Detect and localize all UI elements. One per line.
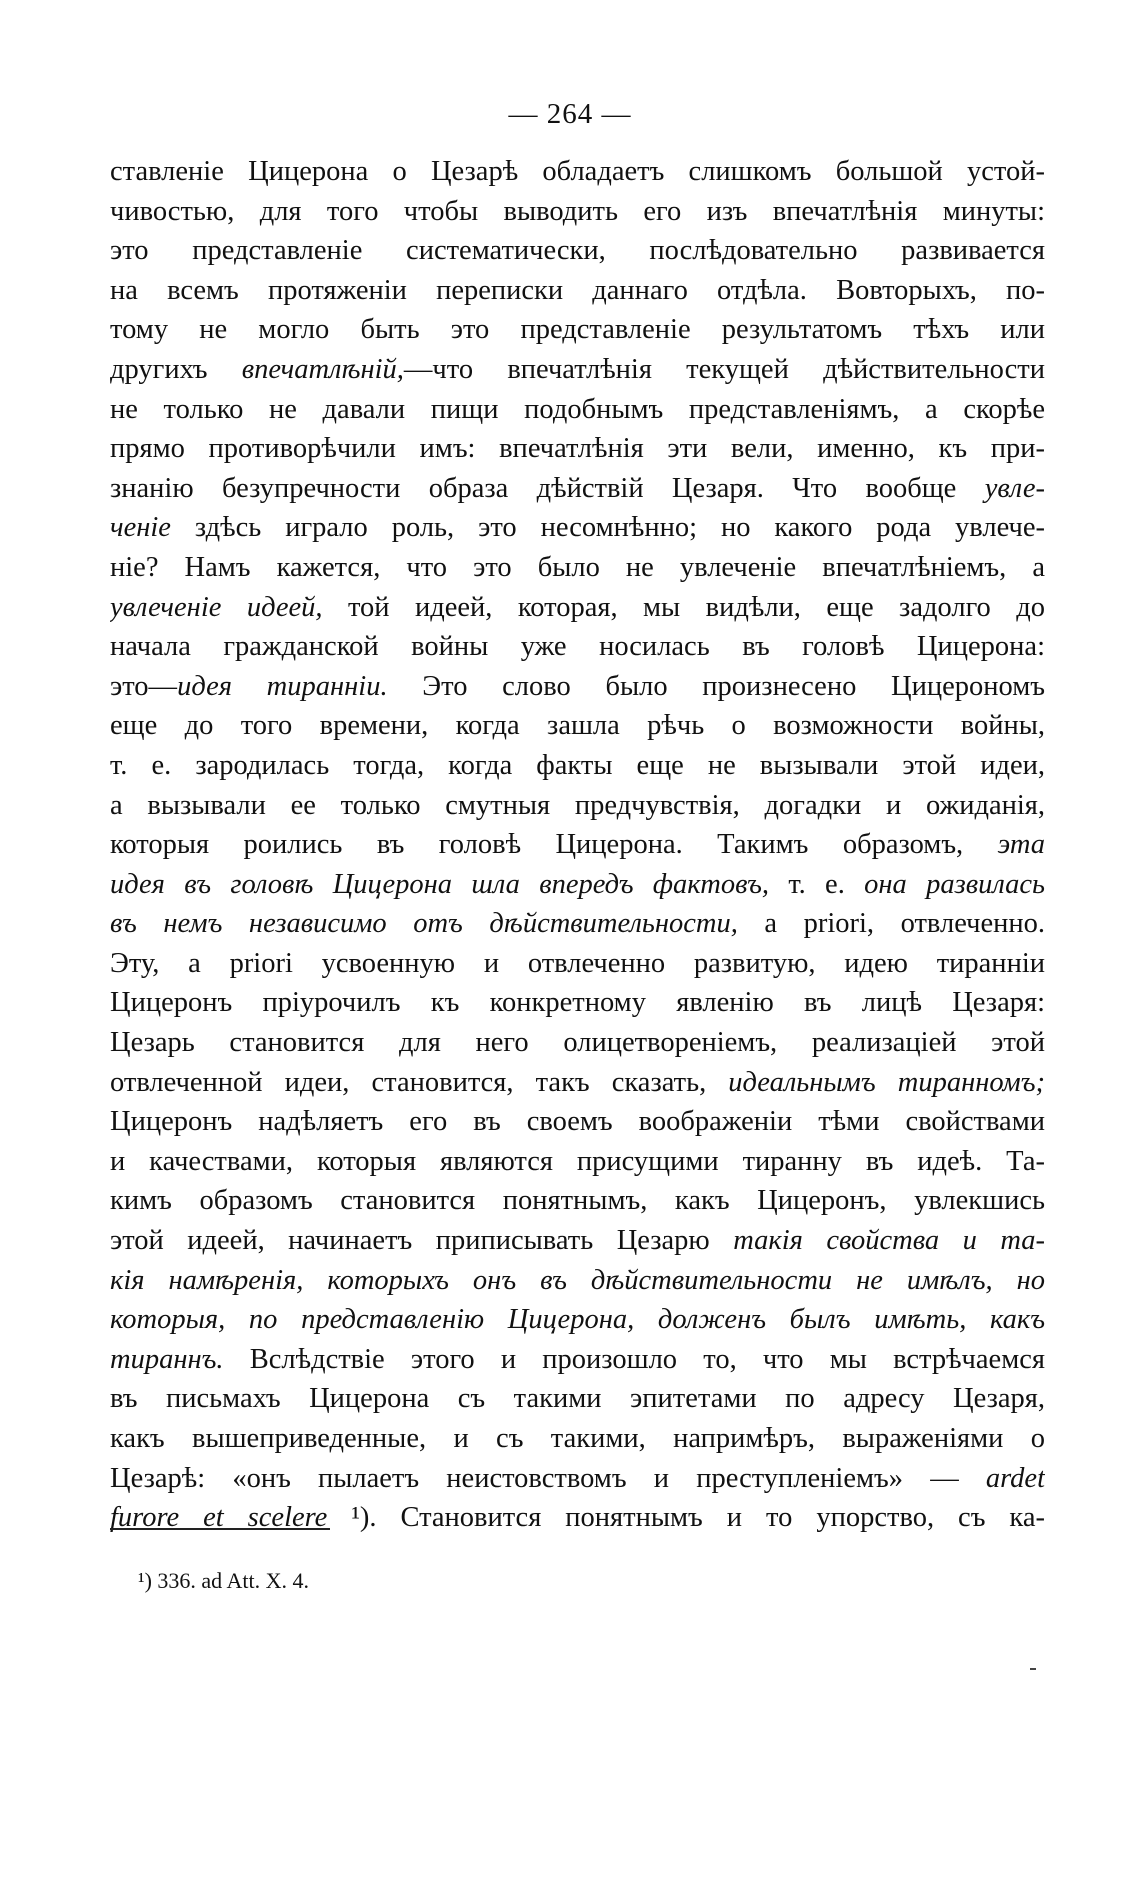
footnote-marker: ¹) [138, 1568, 152, 1593]
text-line [110, 508, 1045, 548]
text-line [110, 865, 1045, 905]
italic-segment: furore et scelere [110, 1502, 328, 1534]
text-segment: отвлеченной идеи, становится, такъ сказать, [110, 1066, 729, 1098]
italic-segment: которыхъ онъ въ дѣйствительности не имѣлъ, но [327, 1264, 1045, 1296]
italic-segment: впечатлѣній, [241, 353, 404, 385]
text-line [110, 152, 1045, 192]
text-line [110, 390, 1045, 430]
text-line [110, 1142, 1045, 1182]
text-segment: т. е. зародилась тогда, когда факты еще не вызывали этой идеи, [110, 749, 1045, 781]
text-segment: Цезарѣ: «онъ пылаетъ неистовствомъ и преступленіемъ» — [110, 1462, 986, 1494]
text-line [110, 944, 1045, 984]
text-segment: какъ вышеприведенные, и съ такими, напримѣръ, выраженіями о [110, 1423, 1045, 1454]
text-segment: чивостью, для того чтобы выводить его изъ впечатлѣнія минуты: [110, 195, 1045, 227]
text-segment: другихъ [110, 353, 242, 385]
text-segment: тому не могло быть это представленіе результатомъ тѣхъ или [110, 314, 1045, 346]
text-line [110, 667, 1045, 707]
text-line [110, 310, 1045, 350]
text-segment: ніе? Намъ кажется, что это было не увлеченіе впечатлѣніемъ, а [110, 551, 1045, 583]
italic-segment: кія намѣренія, [110, 1264, 304, 1296]
text-segment: это представленіе систематически, послѣдовательно развивается [110, 235, 1045, 267]
text-line [110, 627, 1045, 667]
text-line [110, 1340, 1045, 1380]
text-segment: начала гражданской войны уже носилась въ головѣ Цицерона: [110, 631, 1045, 663]
italic-segment: тираннъ. [110, 1343, 224, 1375]
text-segment: которыя роились въ головѣ Цицерона. Такимъ образомъ, [110, 829, 998, 861]
text-line [110, 786, 1045, 826]
body-text [110, 152, 1045, 1538]
text-segment: той идеей, которая, мы видѣли, еще задолго до [322, 591, 1045, 623]
text-line [110, 271, 1045, 311]
text-line [110, 904, 1045, 944]
page-number: — 264 — [508, 98, 632, 130]
text-line [110, 350, 1045, 390]
text-line [110, 1498, 1045, 1538]
text-line [110, 469, 1045, 509]
text-segment [303, 1265, 327, 1296]
text-line [110, 1300, 1045, 1340]
footnote-text: 336. ad Att. X. 4. [151, 1568, 309, 1593]
text-line [110, 192, 1045, 232]
text-segment: на всемъ протяженіи переписки даннаго отдѣла. Вовторыхъ, по- [110, 274, 1045, 306]
italic-segment: увле- [984, 472, 1045, 504]
text-line [110, 429, 1045, 469]
text-line [110, 1221, 1045, 1261]
text-segment: не только не давали пищи подобнымъ представленіямъ, а скорѣе [110, 393, 1045, 425]
text-segment: Цезарь становится для него олицетвореніемъ, реализаціей этой [110, 1027, 1045, 1059]
text-segment: въ письмахъ Цицерона съ такими эпитетами по адресу Цезаря, [110, 1383, 1045, 1415]
text-segment: прямо противорѣчили имъ: впечатлѣнія эти вели, именно, къ при- [110, 433, 1045, 465]
text-line [110, 548, 1045, 588]
italic-segment: ченіе [110, 512, 171, 544]
italic-segment: такія свойства и та- [733, 1225, 1045, 1257]
text-segment: а вызывали ее только смутныя предчувствія, догадки и ожиданія, [110, 789, 1045, 821]
text-line [110, 1379, 1045, 1419]
text-segment: ставленіе Цицерона о Цезарѣ обладаетъ слишкомъ большой устой- [110, 156, 1045, 187]
text-segment: Это слово было произнесено Цицерономъ [387, 670, 1045, 702]
text-segment: кимъ образомъ становится понятнымъ, какъ Цицеронъ, увлекшись [110, 1185, 1045, 1217]
text-line [110, 983, 1045, 1023]
print-mark [1030, 1668, 1036, 1670]
text-line [110, 1419, 1045, 1459]
italic-segment: она развилась [864, 868, 1045, 900]
italic-segment: увлеченіе идеей, [110, 591, 323, 623]
italic-segment: которыя, по представленію Цицерона, долженъ былъ имѣть, какъ [110, 1304, 1045, 1336]
footnote-divider [110, 1528, 330, 1530]
italic-segment: идеальнымъ тиранномъ; [728, 1066, 1045, 1098]
text-segment: этой идеей, начинаетъ приписывать Цезарю [110, 1225, 734, 1257]
text-line [110, 231, 1045, 271]
text-segment: знанію безупречности образа дѣйствій Цезаря. Что вообще [110, 472, 985, 504]
text-line [110, 1102, 1045, 1142]
text-line [110, 1261, 1045, 1301]
text-line [110, 746, 1045, 786]
text-segment: a priori, отвлеченно. [737, 908, 1045, 940]
text-line [110, 1023, 1045, 1063]
text-segment: Цицеронъ надѣляетъ его въ своемъ воображеніи тѣми свойствами [110, 1106, 1045, 1138]
italic-segment: въ немъ независимо отъ дѣйствительности, [110, 908, 738, 940]
text-segment: —что впечатлѣнія текущей дѣйствительности [403, 353, 1045, 385]
footnote [138, 1566, 309, 1596]
text-segment: здѣсь играло роль, это несомнѣнно; но какого рода увлече- [170, 512, 1045, 544]
italic-segment: идея тиранніи. [177, 670, 388, 702]
text-segment: это— [110, 670, 178, 702]
text-segment: еще до того времени, когда зашла рѣчь о возможности войны, [110, 710, 1045, 742]
italic-segment: идея въ головѣ Цицерона шла впередъ фактовъ, [110, 868, 769, 900]
text-segment: Вслѣдствіе этого и произошло то, что мы встрѣчаемся [223, 1343, 1045, 1375]
text-segment: и качествами, которыя являются присущими тиранну въ идеѣ. Та- [110, 1145, 1045, 1177]
text-segment: Эту, a priori усвоенную и отвлеченно развитую, идею тиранніи [110, 947, 1045, 979]
text-segment: ¹). Становится понятнымъ и то упорство, съ ка- [327, 1502, 1045, 1534]
text-segment: Цицеронъ пріурочилъ къ конкретному явленію въ лицѣ Цезаря: [110, 987, 1045, 1019]
text-line [110, 1459, 1045, 1499]
text-line [110, 706, 1045, 746]
text-line [110, 1181, 1045, 1221]
text-line [110, 1063, 1045, 1103]
text-segment: т. е. [769, 868, 865, 900]
text-line [110, 825, 1045, 865]
text-line [110, 588, 1045, 628]
italic-segment: эта [997, 829, 1045, 861]
italic-segment: ardet [985, 1462, 1045, 1494]
